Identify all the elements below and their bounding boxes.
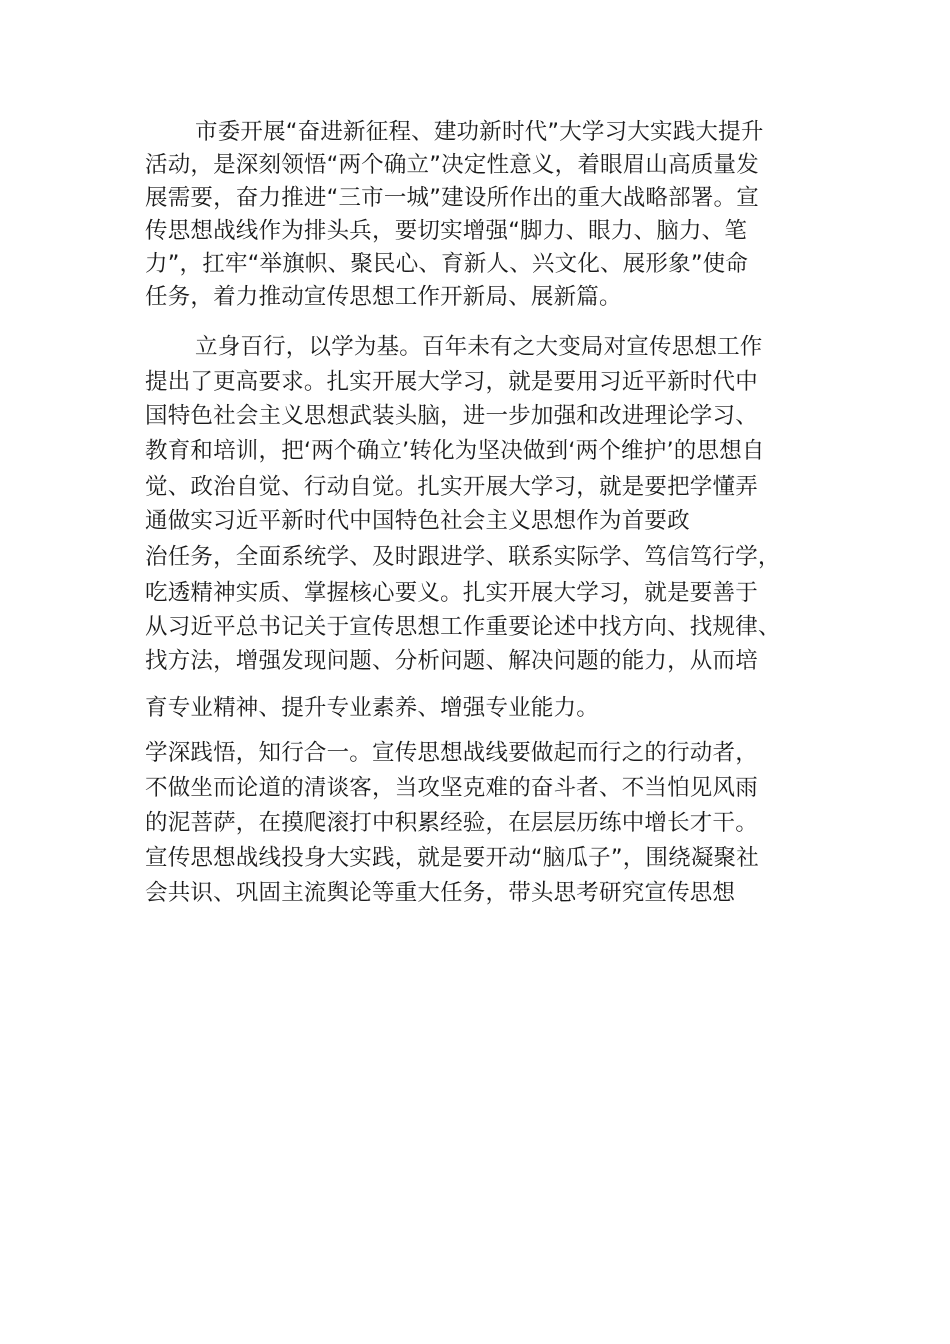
paragraph-2-line-1: 立身百行，以学为基。百年未有之大变局对宣传思想工作 <box>195 334 763 360</box>
paragraph-1-line-4: 传思想战线作为排头兵，要切实增强“脚力、眼力、脑力、笔 <box>145 218 748 244</box>
paragraph-3-line-5: 会共识、巩固主流舆论等重大任务，带头思考研究宣传思想 <box>145 880 736 906</box>
paragraph-2-line-10: 找方法，增强发现问题、分析问题、解决问题的能力，从而培 <box>145 648 758 674</box>
paragraph-2-line-4: 教育和培训，把‘两个确立’转化为坚决做到‘两个维护’的思想自 <box>145 438 765 464</box>
paragraph-1-line-1: 市委开展“奋进新征程、建功新时代”大学习大实践大提升 <box>195 119 764 145</box>
paragraph-2-line-2: 提出了更高要求。扎实开展大学习，就是要用习近平新时代中 <box>145 369 758 395</box>
paragraph-1-line-5: 力”，扛牢“举旗帜、聚民心、育新人、兴文化、展形象”使命 <box>145 251 749 277</box>
paragraph-2-line-6: 通做实习近平新时代中国特色社会主义思想作为首要政 <box>145 508 690 534</box>
paragraph-3-line-3: 的泥菩萨，在摸爬滚打中积累经验，在层层历练中增长才干。 <box>145 810 758 836</box>
paragraph-1-line-3: 展需要，奋力推进“三市一城”建设所作出的重大战略部署。宣 <box>145 185 759 211</box>
paragraph-3-line-1: 学深践悟，知行合一。宣传思想战线要做起而行之的行动者， <box>145 740 758 766</box>
paragraph-2-line-3: 国特色社会主义思想武装头脑，进一步加强和改进理论学习、 <box>145 403 758 429</box>
paragraph-2-line-9: 从习近平总书记关于宣传思想工作重要论述中找方向、找规律、 <box>145 614 781 640</box>
paragraph-2-line-5: 觉、政治自觉、行动自觉。扎实开展大学习，就是要把学懂弄 <box>145 474 758 500</box>
paragraph-2-line-7: 治任务，全面系统学、及时跟进学、联系实际学、笃信笃行学， <box>145 544 781 570</box>
paragraph-2-line-11: 育专业精神、提升专业素养、增强专业能力。 <box>145 695 600 721</box>
paragraph-1-line-2: 活动，是深刻领悟“两个确立”决定性意义，着眼眉山高质量发 <box>145 152 759 178</box>
paragraph-2-line-8: 吃透精神实质、掌握核心要义。扎实开展大学习，就是要善于 <box>145 580 758 606</box>
paragraph-1-line-6: 任务，着力推动宣传思想工作开新局、展新篇。 <box>145 284 622 310</box>
paragraph-3-line-4: 宣传思想战线投身大实践，就是要开动“脑瓜子”，围绕凝聚社 <box>145 845 759 871</box>
paragraph-3-line-2: 不做坐而论道的清谈客，当攻坚克难的奋斗者、不当怕见风雨 <box>145 775 758 801</box>
